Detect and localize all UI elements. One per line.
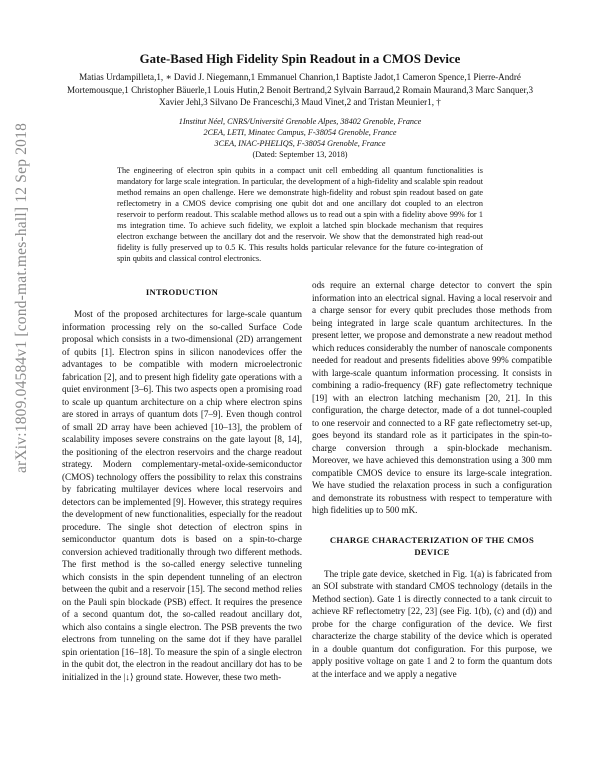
arxiv-identifier: arXiv:1809.04584v1 [cond-mat.mes-hall] 12 Sep 2018 — [13, 122, 30, 474]
dated-line: (Dated: September 13, 2018) — [252, 150, 348, 159]
paper-title: Gate-Based High Fidelity Spin Readout in a CMOS Device — [139, 52, 461, 66]
charge-characterization-heading: CHARGE CHARACTERIZATION OF THE CMOS DEVICE — [329, 534, 535, 557]
abstract: The engineering of electron spin qubits in a compact unit cell embedding all quantum functionalities is mandatory for large scale integration. In particular, the development of a high-fidelity and scalable spin readout method remains an open challenge. Here we demonstrate high-fidelity and robust spin readout based on gate reflectometry in a CMOS device comprising one qubit dot and one ancillary dot coupled to an electron reservoir to perform readout. This scalable method allows us to read out a spin with a fidelity above 99% for 1 ms integration time. To achieve such fidelity, we exploit a latched spin blockade mechanism that requires electron exchange between the ancillary dot and the reservoir. We show that the demonstrated high read-out fidelity is fully preserved up to 0.5 K. This results holds particular relevance for the future co-integration of spin qubits and classical control electronics. — [117, 166, 483, 263]
introduction-paragraph-continued: ods require an external charge detector to convert the spin information into an electrical signal. Having a local reservoir and a charge sensor for every qubit precludes those methods from being integrated in large scale quantum architectures. In the present letter, we propose and demonstrate a new readout method which reduces considerably the number of nanoscale components needed for readout and presents fidelities above 99% compatible with large-scale quantum information processing. It consists in combining a radio-frequency (RF) gate reflectometry technique [19] with an electron latching mechanism [20, 21]. In this configuration, the charge detector, made of a dot tunnel-coupled to one reservoir and connected to a RF gate reflectometry set-up, goes beyond its standard role as it participates in the spin-to-charge conversion through a spin-blockade mechanism. Moreover, we have achieved this demonstration using a 300 mm compatible CMOS device to ensure its large-scale integration. We have studied the relaxation process in such a configuration and demonstrate its robustness with respect to temperature with high fidelities up to 500 mK. — [312, 280, 552, 515]
right-column — [312, 279, 552, 680]
charge-characterization-paragraph: The triple gate device, sketched in Fig. 1(a) is fabricated from an SOI substrate with standard CMOS technology (details in the Method section). Gate 1 is directly connected to a tank circuit to achieve RF reflectometry [22, 23] (see Fig. 1(b), (c) and (d)) and probe for the charge configuration of the device. We first characterize the charge stability of the device which is operated in a double quantum dot configuration. For this purpose, we apply positive voltage on gate 1 and 2 to form the quantum dots at the interface and we apply a negative — [312, 568, 552, 679]
affiliation-1: 1Institut Néel, CNRS/Université Grenoble Alpes, 38402 Grenoble, France — [178, 117, 422, 126]
left-column — [62, 286, 302, 683]
arxiv-side-label — [2, 18, 42, 578]
introduction-heading: INTRODUCTION — [145, 287, 219, 297]
affiliation-3: 3CEA, INAC-PHELIQS, F-38054 Grenoble, France — [214, 139, 386, 149]
introduction-paragraph: Most of the proposed architectures for large-scale quantum information processing rely on the so-called Surface Code proposal which consists in a two-dimensional (2D) arrangement of qubits [1]. Electron spins in silicon nanodevices offer the advantages to be compatible with modern microelectronic fabrication [2], and to present high fidelity gate operations with a quiet environment [3–6]. This two aspects open a promising road to scale up quantum architecture on a chip where electron spins are stored in arrays of quantum dots [7–9]. Even though control of small 2D array have been achieved [10–13], the problem of scalability imposes severe constrains on the gate layout [8, 14], the positioning of the electron reservoirs and the charge readout strategy. Modern complementary-metal-oxide-semiconductor (CMOS) technology offers the possibility to relax this constrains by fabricating multilayer devices where local reservoirs and detectors can be implemented [9]. However, this strategy requires the development of new functionalities, especially for the readout procedure. The single shot detection of electron spins in semiconductor quantum dots is based on a spin-to-charge conversion achieved traditionally through two different methods. The first method is the so-called energy selective tunneling which consists in the spin dependent tunneling of an electron between the qubit and a reservoir [15]. The second method relies on the Pauli spin blockade (PSB) effect. It requires the presence of a second quantum dot, the so-called readout ancillary dot, which also contains a single electron. The PSB prevents the two electrons from tunneling on the same dot if they have parallel spin orientation [16–18]. To measure the spin of a single electron in the qubit dot, the electron in the readout ancillary dot has to be initialized in the |↓⟩ ground state. However, these two meth- — [62, 309, 302, 682]
affiliations — [62, 116, 538, 150]
affiliation-2: 2CEA, LETI, Minatec Campus, F-38054 Grenoble, France — [203, 128, 397, 138]
author-list: Matias Urdampilleta,1, ∗ David J. Niegemann,1 Emmanuel Chanrion,1 Baptiste Jadot,1 Cameron Spence,1 Pierre-André Mortemousque,1 Christopher Bäuerle,1 Louis Hutin,2 Benoit Bertrand,2 Sylvain Barraud,2 Romain Maurand,3 Marc Sanquer,3 Xavier Jehl,3 Silvano De Franceschi,3 Maud Vinet,2 and Tristan Meunier1, † — [66, 72, 534, 108]
